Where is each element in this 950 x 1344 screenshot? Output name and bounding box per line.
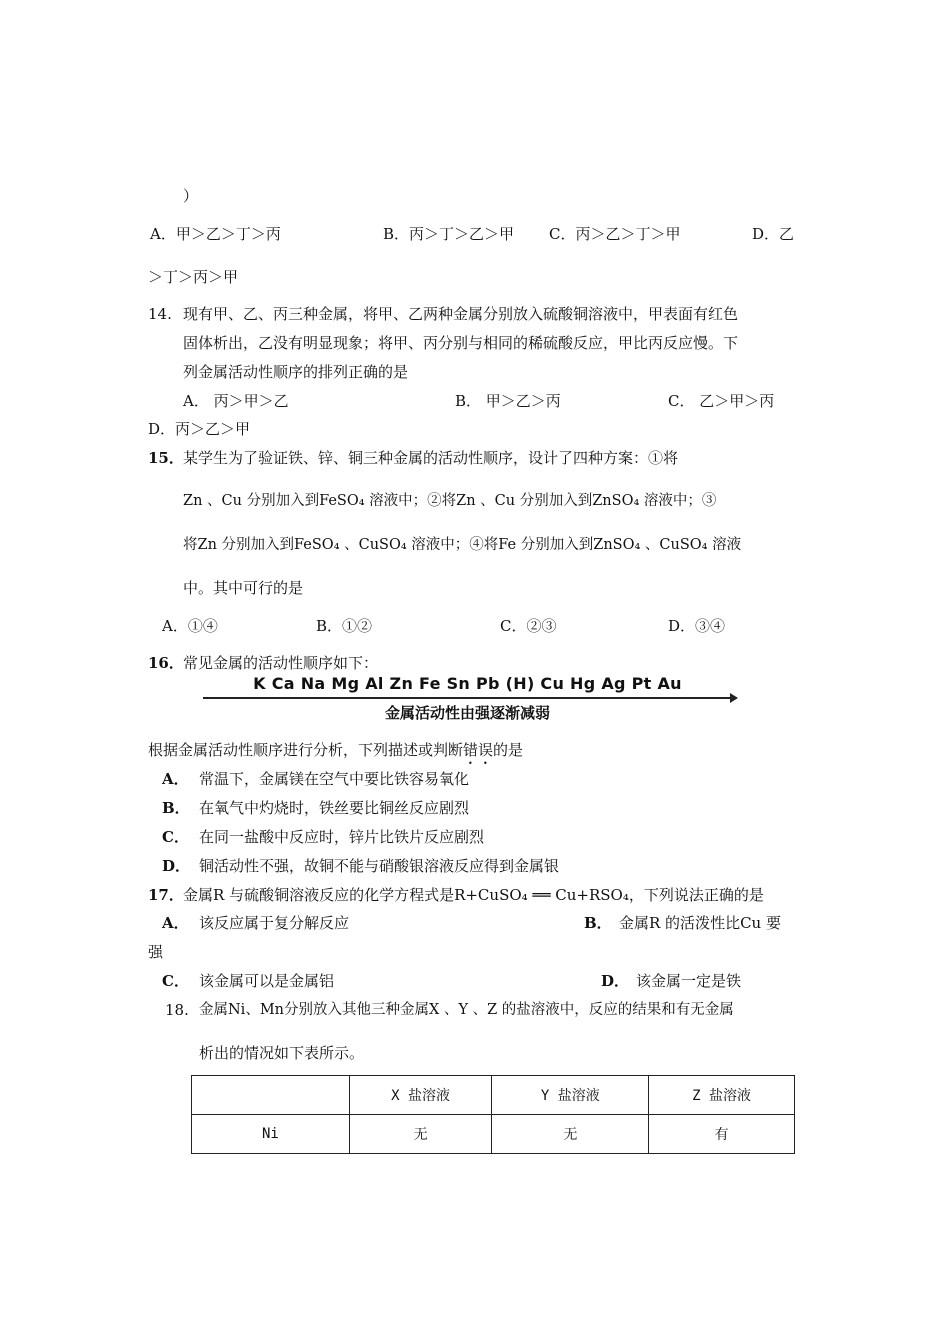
q14-option-c: C． 乙＞甲＞丙 [668,392,775,410]
q14-number: 14. [148,305,172,323]
q16-option-b-label: B． [162,799,190,817]
q15-stem-line2: Zn 、Cu 分别加入到FeSO₄ 溶液中；②将Zn 、Cu 分别加入到ZnSO₄ 溶液中；③ [183,493,717,509]
q17-option-a-text: 该反应属于复分解反应 [199,914,350,932]
q13-option-c: C．丙＞乙＞丁＞甲 [549,225,681,243]
q14-stem-line1: 现有甲、乙、丙三种金属，将甲、乙两种金属分别放入硫酸铜溶液中，甲表面有红色 [183,305,739,323]
q18-stem-line1: 金属Ni、Mn分别放入其他三种金属X 、Y 、Z 的盐溶液中，反应的结果和有无金属 [199,1002,734,1018]
table-cell: 无 [492,1115,649,1154]
q15-stem-line1: 某学生为了验证铁、锌、铜三种金属的活动性顺序，设计了四种方案：①将 [183,449,679,467]
q16-number: 16． [148,654,184,672]
q14-option-a: A． 丙＞甲＞乙 [183,392,289,410]
q16-stem-pre: 根据金属活动性顺序进行分析，下列描述或判断 [148,741,464,759]
table-header-cell: Z 盐溶液 [649,1076,795,1115]
q18-number: 18. [165,1001,189,1019]
q15-option-a: A．①④ [162,617,218,635]
table-cell: 无 [349,1115,492,1154]
q16-option-a-label: A． [162,770,189,788]
q17-option-c-label: C． [162,972,189,990]
table-cell: 有 [649,1115,795,1154]
q16-stem-line2 [148,740,523,768]
q15-stem-line4: 中。其中可行的是 [183,579,304,597]
q14-stem-line2: 固体析出，乙没有明显现象；将甲、丙分别与相同的稀硫酸反应，甲比丙反应慢。下 [183,334,739,352]
table-header-cell: Y 盐溶液 [492,1076,649,1115]
q16-option-a-text: 常温下，金属镁在空气中要比铁容易氧化 [199,770,470,788]
q16-stem-line1: 常见金属的活动性顺序如下： [183,654,379,672]
activity-series-metals: K Ca Na Mg Al Zn Fe Sn Pb (H) Cu Hg Ag Pt Au [253,674,682,693]
q13-option-b: B．丙＞丁＞乙＞甲 [383,225,515,243]
table-row [192,1115,795,1154]
activity-series-figure [195,674,740,722]
q17-option-b-label: B． [584,914,612,932]
q13-option-d-continuation: ＞丁＞丙＞甲 [148,268,239,286]
q17-option-b-continuation: 强 [148,943,164,961]
table-header-row [192,1076,795,1115]
q16-option-c-text: 在同一盐酸中反应时，锌片比铁片反应剧烈 [199,828,485,846]
q17-option-a-label: A． [162,914,189,932]
q16-option-d-text: 铜活动性不强，故铜不能与硝酸银溶液反应得到金属银 [199,857,560,875]
q14-option-d: D．丙＞乙＞甲 [148,420,251,438]
decreasing-arrow-icon [203,697,731,699]
q14-stem-line3: 列金属活动性顺序的排列正确的是 [183,363,409,381]
q13-option-d: D．乙 [752,225,795,243]
q16-stem-post: 的是 [493,741,524,759]
q14-option-b: B． 甲＞乙＞丙 [455,392,561,410]
q13-continuation: ） [183,187,199,205]
q16-option-c-label: C． [162,828,189,846]
q17-number: 17． [148,886,184,904]
q15-stem-line3: 将Zn 分别加入到FeSO₄ 、CuSO₄ 溶液中；④将Fe 分别加入到ZnSO₄ 、CuSO₄ 溶液 [183,537,742,553]
table-header-cell: X 盐溶液 [349,1076,492,1115]
q15-number: 15． [148,449,184,467]
q16-option-d-label: D． [162,857,191,875]
q15-option-b: B．①② [316,617,373,635]
q17-option-d-label: D． [601,972,630,990]
q13-option-a: A．甲＞乙＞丁＞丙 [150,225,281,243]
q15-option-d: D．③④ [668,617,726,635]
q17-stem-line1: 金属R 与硫酸铜溶液反应的化学方程式是R+CuSO₄ ══ Cu+RSO₄，下列说法正确的是 [183,886,764,904]
q17-option-b-text: 金属R 的活泼性比Cu 要 [619,914,781,932]
table-header-cell [192,1076,350,1115]
q18-stem-line2: 析出的情况如下表所示。 [199,1044,365,1062]
q16-stem-emphasis: 错误 [463,741,494,759]
q15-option-c: C．②③ [500,617,557,635]
q17-option-d-text: 该金属一定是铁 [636,972,742,990]
q16-option-b-text: 在氧气中灼烧时，铁丝要比铜丝反应剧烈 [199,799,470,817]
table-cell: Ni [192,1115,350,1154]
q17-option-c-text: 该金属可以是金属铝 [199,972,335,990]
activity-series-caption: 金属活动性由强逐渐减弱 [384,704,550,722]
q18-results-table [191,1075,795,1154]
